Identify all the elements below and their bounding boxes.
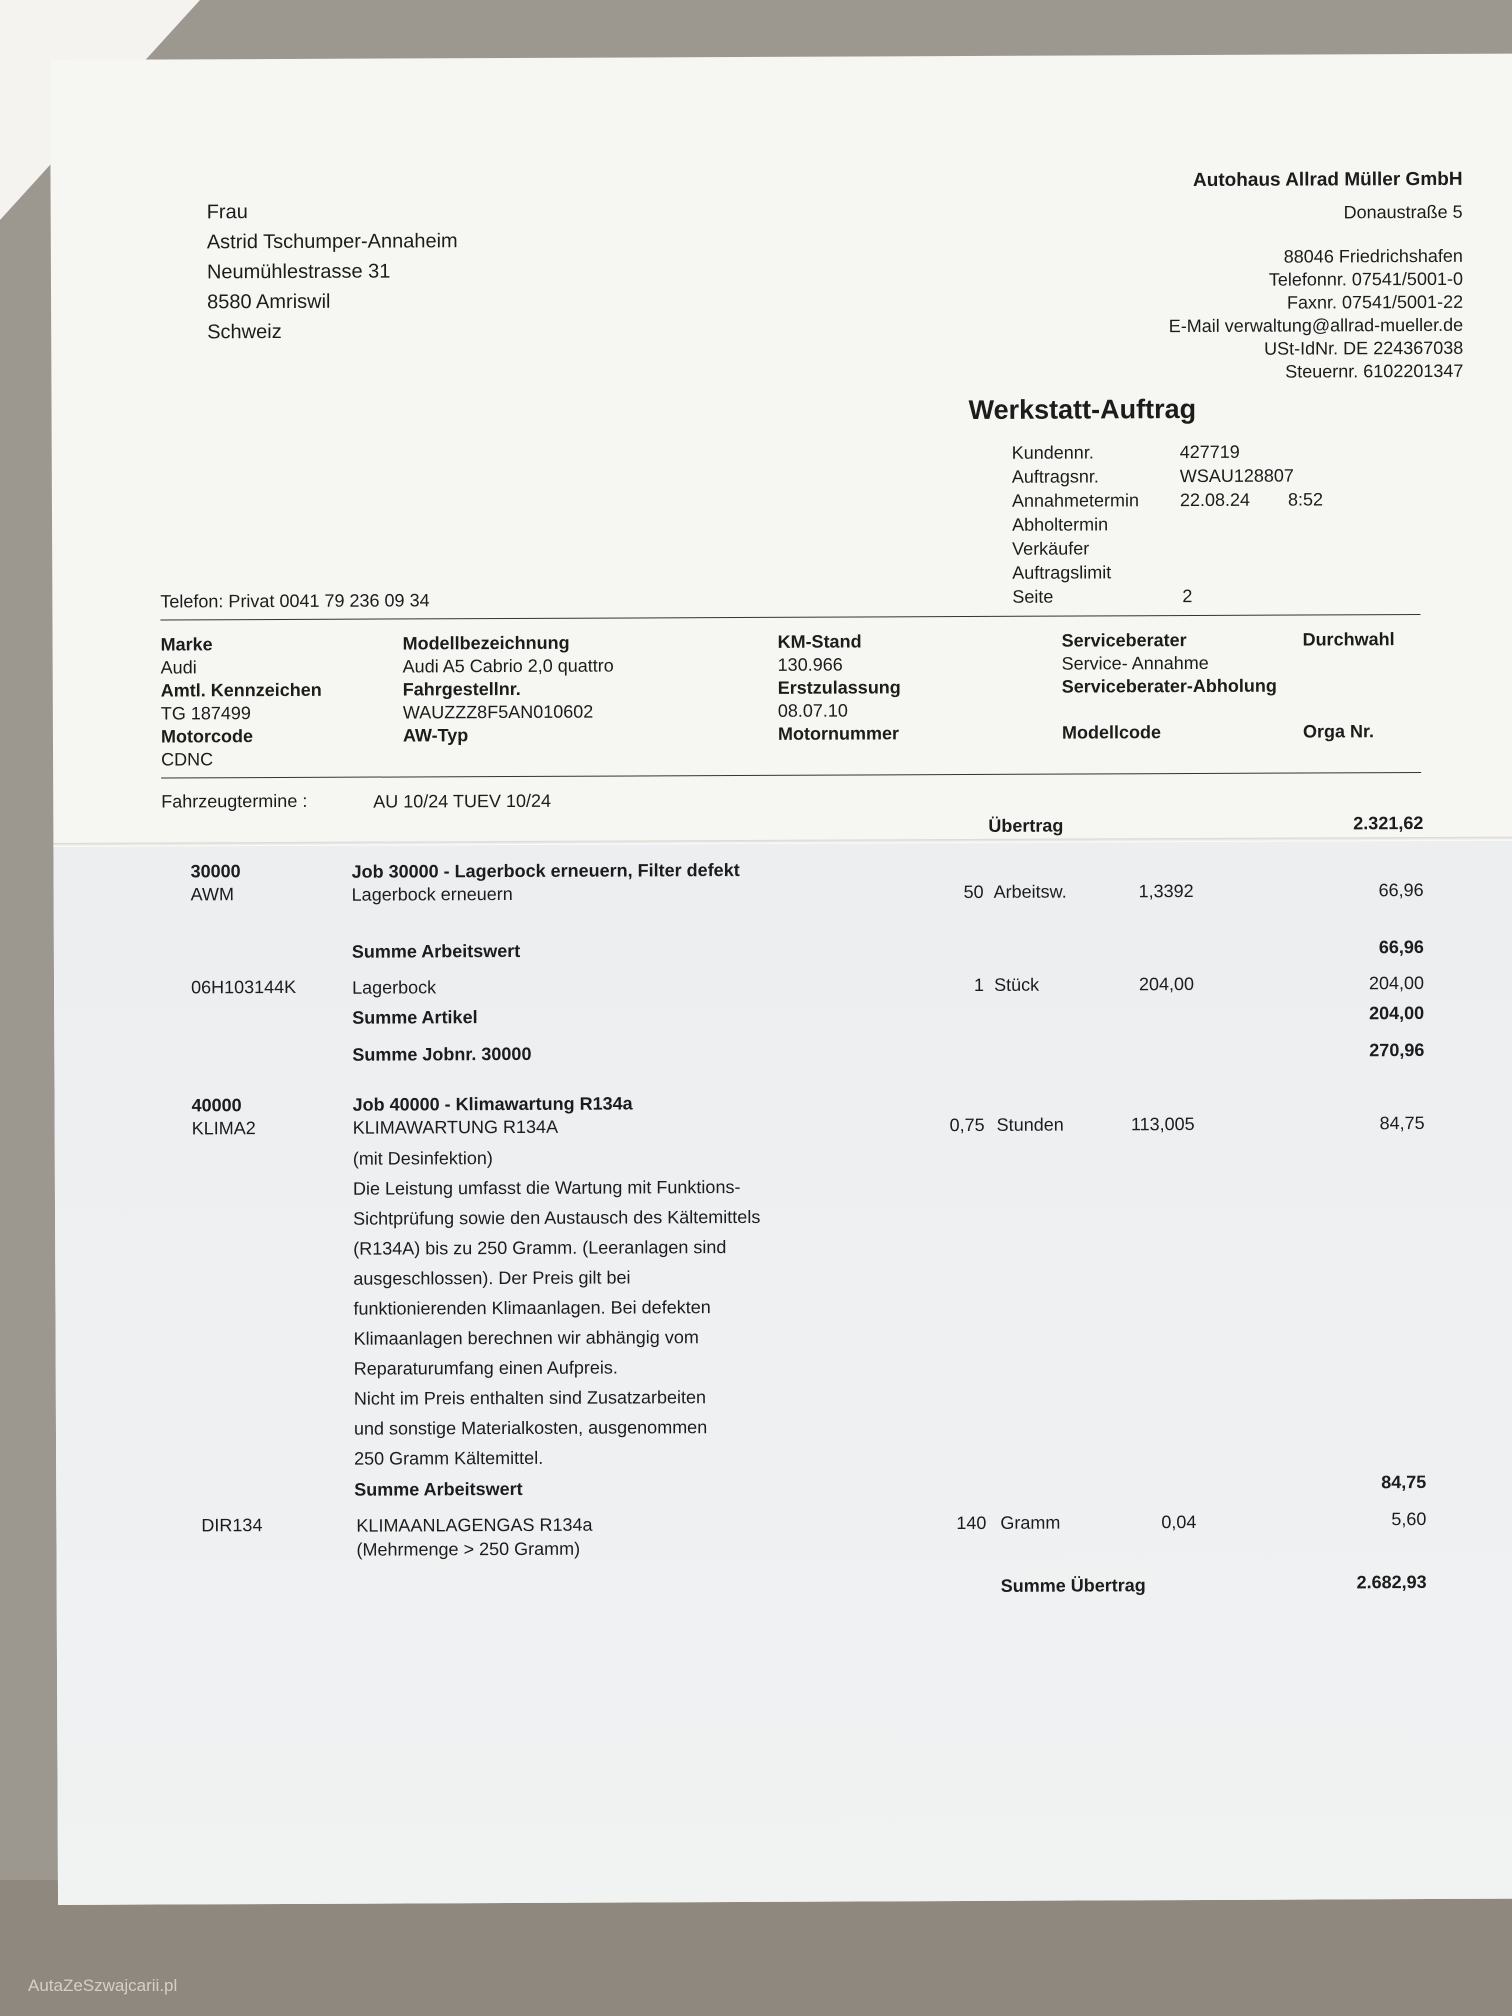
job-number: 30000	[190, 861, 241, 882]
line-qty: 50	[963, 881, 984, 903]
line-desc: Lagerbock erneuern	[351, 883, 513, 905]
watermark-text: AutaZeSzwajcarii.pl	[28, 1976, 178, 1995]
label-km: KM-Stand	[777, 631, 862, 652]
label-abholung: Serviceberater-Abholung	[1061, 675, 1277, 697]
sum-aw-value: 84,75	[1381, 1472, 1427, 1493]
job-code: AWM	[190, 884, 235, 905]
termine-value: AU 10/24 TUEV 10/24	[373, 790, 552, 812]
label-durchwahl: Durchwahl	[1302, 629, 1395, 650]
part-code: 06H103144K	[191, 976, 297, 998]
page-lower-fold	[53, 839, 1512, 1905]
recipient-city: 8580 Amriswil	[207, 290, 331, 314]
sum-aw-label: Summe Arbeitswert	[351, 940, 521, 962]
divider	[160, 614, 1420, 620]
recipient-country: Schweiz	[207, 320, 282, 344]
part-code: DIR134	[201, 1515, 263, 1536]
description-line: und sonstige Materialkosten, ausgenommen	[353, 1417, 708, 1439]
sum-art-value: 204,00	[1369, 1003, 1425, 1024]
recipient-street: Neumühlestrasse 31	[206, 260, 391, 284]
value-ez: 08.07.10	[777, 700, 848, 721]
job-number: 40000	[191, 1095, 242, 1116]
label-marke: Marke	[160, 634, 213, 655]
sum-art-label: Summe Artikel	[352, 1007, 478, 1028]
description-line: Klimaanlagen berechnen wir abhängig vom	[353, 1327, 699, 1349]
company-fax: Faxnr. 07541/5001-22	[1286, 291, 1464, 313]
value-fin: WAUZZZ8F5AN010602	[402, 701, 594, 723]
field-value: WSAU128807	[1179, 465, 1294, 487]
company-tax: Steuernr. 6102201347	[1285, 360, 1464, 382]
value-berater: Service- Annahme	[1061, 652, 1209, 674]
label-motornr: Motornummer	[777, 723, 899, 744]
part-desc: KLIMAANLAGENGAS R134a	[356, 1514, 593, 1536]
job-code: KLIMA2	[191, 1118, 256, 1139]
line-qty: 0,75	[949, 1114, 985, 1136]
description-line: Die Leistung umfasst die Wartung mit Funktions-	[352, 1176, 741, 1199]
part-price: 204,00	[1138, 974, 1195, 995]
summe-uebertrag-value: 2.682,93	[1356, 1572, 1427, 1593]
line-total: 66,96	[1378, 880, 1424, 901]
part-qty: 1	[973, 974, 985, 995]
label-ez: Erstzulassung	[777, 677, 901, 698]
company-city: 88046 Friedrichshafen	[1283, 245, 1463, 267]
description-line: Nicht im Preis enthalten sind Zusatzarbeiten	[353, 1387, 707, 1409]
label-kennzeichen: Amtl. Kennzeichen	[160, 679, 322, 701]
field-value: 2	[1182, 586, 1193, 607]
label-modell: Modellbezeichnung	[402, 632, 570, 654]
part-unit: Stück	[994, 974, 1040, 995]
termine-label: Fahrzeugtermine :	[161, 790, 308, 812]
part-desc-2: (Mehrmenge > 250 Gramm)	[356, 1538, 581, 1560]
description-line: (R134A) bis zu 250 Gramm. (Leeranlagen sind	[353, 1237, 727, 1259]
description-line: ausgeschlossen). Der Preis gilt bei	[353, 1267, 631, 1289]
line-price: 1,3392	[1138, 881, 1194, 902]
part-total: 5,60	[1391, 1509, 1427, 1530]
part-desc: Lagerbock	[352, 977, 437, 998]
document-title: Werkstatt-Auftrag	[968, 394, 1197, 425]
label-fin: Fahrgestellnr.	[402, 678, 521, 700]
value-marke: Audi	[160, 657, 197, 678]
field-value: 427719	[1179, 441, 1240, 463]
field-label: Annahmetermin	[1011, 490, 1140, 511]
uebertrag-label: Übertrag	[988, 815, 1064, 836]
line-unit: Stunden	[996, 1114, 1064, 1135]
company-email: E-Mail verwaltung@allrad-mueller.de	[1168, 314, 1464, 337]
value-modell: Audi A5 Cabrio 2,0 quattro	[402, 655, 614, 677]
company-name: Autohaus Allrad Müller GmbH	[1192, 168, 1463, 192]
document-page	[50, 54, 1512, 1905]
divider	[161, 772, 1421, 778]
label-modellcode: Modellcode	[1061, 722, 1162, 743]
field-label: Seite	[1012, 586, 1054, 607]
sum-aw-label: Summe Arbeitswert	[354, 1478, 523, 1500]
company-street: Donaustraße 5	[1343, 201, 1463, 223]
value-motorcode: CDNC	[161, 749, 214, 770]
label-berater: Serviceberater	[1061, 630, 1187, 651]
description-line: Sichtprüfung sowie den Austausch des Kältemittels	[353, 1206, 761, 1229]
company-phone: Telefonnr. 07541/5001-0	[1268, 268, 1464, 290]
job-title: Job 30000 - Lagerbock erneuern, Filter defekt	[351, 859, 740, 882]
part-total: 204,00	[1368, 973, 1425, 994]
description-line: 250 Gramm Kältemittel.	[354, 1447, 544, 1469]
sum-aw-value: 66,96	[1378, 937, 1424, 958]
description-line: funktionierenden Klimaanlagen. Bei defekten	[353, 1297, 711, 1319]
line-desc: KLIMAWARTUNG R134A	[352, 1116, 559, 1138]
field-label: Abholtermin	[1011, 514, 1109, 535]
value-kennzeichen: TG 187499	[160, 703, 251, 724]
company-vat: USt-IdNr. DE 224367038	[1264, 337, 1464, 359]
job-title: Job 40000 - Klimawartung R134a	[352, 1093, 633, 1115]
part-unit: Gramm	[1000, 1512, 1061, 1533]
field-label: Auftragslimit	[1012, 562, 1112, 583]
summe-uebertrag-label: Summe Übertrag	[1000, 1575, 1146, 1596]
label-orga: Orga Nr.	[1302, 721, 1375, 742]
line-unit: Arbeitsw.	[993, 881, 1067, 902]
part-price: 0,04	[1161, 1512, 1197, 1533]
line-price: 113,005	[1130, 1114, 1195, 1135]
recipient-salutation: Frau	[206, 201, 248, 224]
part-qty: 140	[956, 1512, 987, 1534]
field-label: Kundennr.	[1011, 442, 1094, 463]
line-total: 84,75	[1379, 1113, 1425, 1134]
description-line: (mit Desinfektion)	[352, 1148, 493, 1169]
field-label: Auftragsnr.	[1011, 466, 1099, 487]
phone-line: Telefon: Privat 0041 79 236 09 34	[160, 590, 430, 612]
field-value: 22.08.24	[1179, 489, 1251, 511]
sum-job-value: 270,96	[1369, 1040, 1425, 1061]
uebertrag-value: 2.321,62	[1353, 813, 1424, 834]
recipient-name: Astrid Tschumper-Annaheim	[206, 230, 458, 254]
label-awtyp: AW-Typ	[402, 725, 469, 746]
value-km: 130.966	[777, 654, 843, 675]
description-line: Reparaturumfang einen Aufpreis.	[353, 1357, 618, 1379]
sum-job-label: Summe Jobnr. 30000	[352, 1043, 532, 1065]
field-label: Verkäufer	[1012, 538, 1090, 559]
label-motorcode: Motorcode	[160, 726, 253, 747]
field-extra: 8:52	[1287, 489, 1324, 510]
